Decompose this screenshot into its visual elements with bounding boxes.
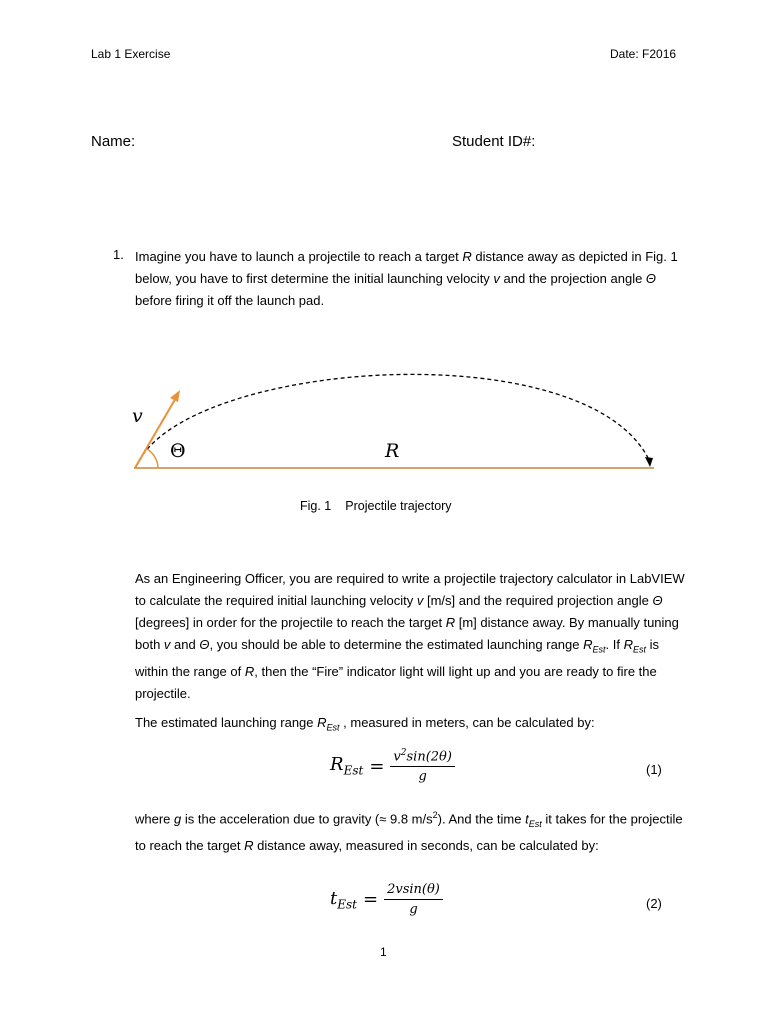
figure-label-v: v xyxy=(132,405,143,427)
paragraph-range-intro: The estimated launching range $R_{Est}$ , measured in meters, can be calculated by: xyxy=(135,715,595,733)
page-number: 1 xyxy=(380,945,387,959)
equation-1-lhs: $R_{Est}$ xyxy=(330,754,364,778)
equation-1-equals: = xyxy=(369,755,385,777)
name-label: Name: xyxy=(91,133,136,150)
student-id-label: Student ID#: xyxy=(452,133,536,150)
equation-2-fraction: $\frac{2vsin(\theta)}{g}$ xyxy=(384,882,443,917)
paragraph-engineering-officer: As an Engineering Officer, you are required to write a projectile trajectory calculator in LabVIEW to calculate the required initial launching velocity v [m/s] and the required projection angle Θ [degrees] in order for the projectile to reach the target R [m] distance away. By manually tuning both v and Θ, you should be able to determine the estimated launching range $R_{Est}$. If $R_{Est}$ is within the range of R, then the “Fire” indicator light will light up and you are ready to fire the projectile. xyxy=(135,571,685,701)
velocity-arrowhead xyxy=(170,390,180,402)
trajectory-arrowhead xyxy=(645,457,653,467)
figure-caption: Fig. 1 Projectile trajectory xyxy=(300,499,452,513)
equation-2-number: (2) xyxy=(646,896,662,911)
equation-1-number: (1) xyxy=(646,762,662,777)
equation-1 xyxy=(330,748,455,784)
angle-arc xyxy=(147,449,158,468)
question-1-text: Imagine you have to launch a projectile to reach a target R distance away as depicted in Fig. 1 below, you have to first determine the initial launching velocity v and the projection angle Θ before firing it off the launch pad. xyxy=(135,249,678,308)
figure-label-R: R xyxy=(385,440,400,462)
figure-label-theta: Θ xyxy=(170,440,186,462)
question-number: 1. xyxy=(113,247,124,262)
header-lab-title: Lab 1 Exercise xyxy=(91,47,171,61)
equation-2-lhs: $t_{Est}$ xyxy=(330,887,357,912)
equation-1-fraction: $\frac{v^2\sin(2\theta)}{g}$ xyxy=(390,748,455,784)
header-date: Date: F2016 xyxy=(610,47,677,61)
projectile-trajectory-figure xyxy=(120,350,680,480)
equation-2 xyxy=(330,882,443,917)
paragraph-gravity-time: where g is the acceleration due to gravity (≈ 9.8 $m/s^2$). And the time $t_{Est}$ it takes for the projectile to reach the target R distance away, measured in seconds, can be calculated by: xyxy=(135,810,683,853)
equation-2-equals: = xyxy=(362,889,379,910)
